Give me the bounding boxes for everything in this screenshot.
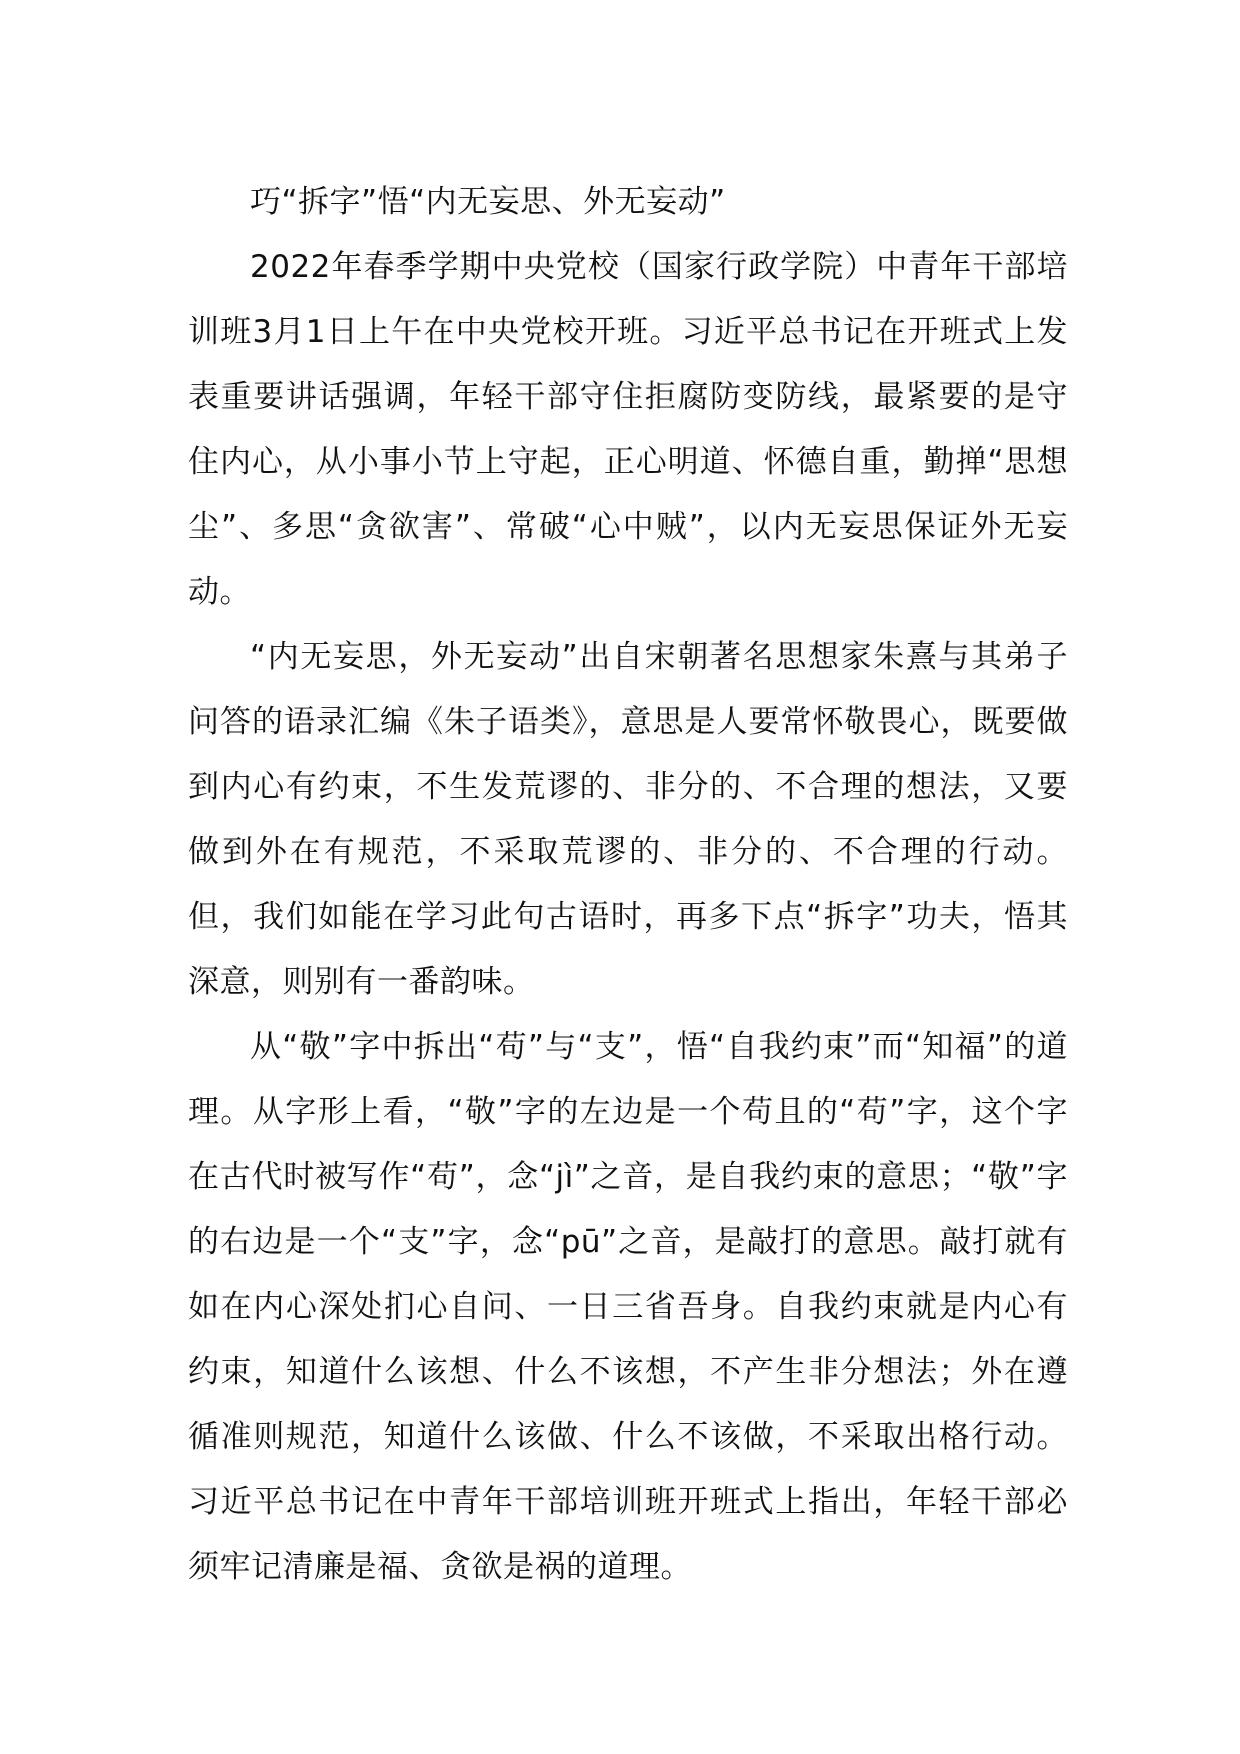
paragraph-3: 从“敬”字中拆出“苟”与“支”，悟“自我约束”而“知福”的道理。从字形上看，“敬”字的左边是一个苟且的“苟”字，这个字在古代时被写作“苟”，念“jì”之音，是自我约束的意思；“敬”字的右边是一个“支”字，念“pū”之音，是敲打的意思。敲打就有如在内心深处扪心自问、一日三省吾身。自我约束就是内心有约束，知道什么该想、什么不该想，不产生非分想法；外在遵循准则规范，知道什么该做、什么不该做，不采取出格行动。习近平总书记在中青年干部培训班开班式上指出，年轻干部必须牢记清廉是福、贪欲是祸的道理。 [188,1029,1068,1585]
document-title: 巧“拆字”悟“内无妄思、外无妄动” [250,184,726,220]
paragraph-1: 2022年春季学期中央党校（国家行政学院）中青年干部培训班3月1日上午在中央党校开班。习近平总书记在开班式上发表重要讲话强调，年轻干部守住拒腐防变防线，最紧要的是守住内心，从小事小节上守起，正心明道、怀德自重，勤掸“思想尘”、多思“贪欲害”、常破“心中贼”，以内无妄思保证外无妄动。 [188,249,1068,610]
document-body [188,170,1068,1600]
paragraph-2: “内无妄思，外无妄动”出自宋朝著名思想家朱熹与其弟子问答的语录汇编《朱子语类》，意思是人要常怀敬畏心，既要做到内心有约束，不生发荒谬的、非分的、不合理的想法，又要做到外在有规范，不采取荒谬的、非分的、不合理的行动。但，我们如能在学习此句古语时，再多下点“拆字”功夫，悟其深意，则别有一番韵味。 [188,639,1068,1000]
